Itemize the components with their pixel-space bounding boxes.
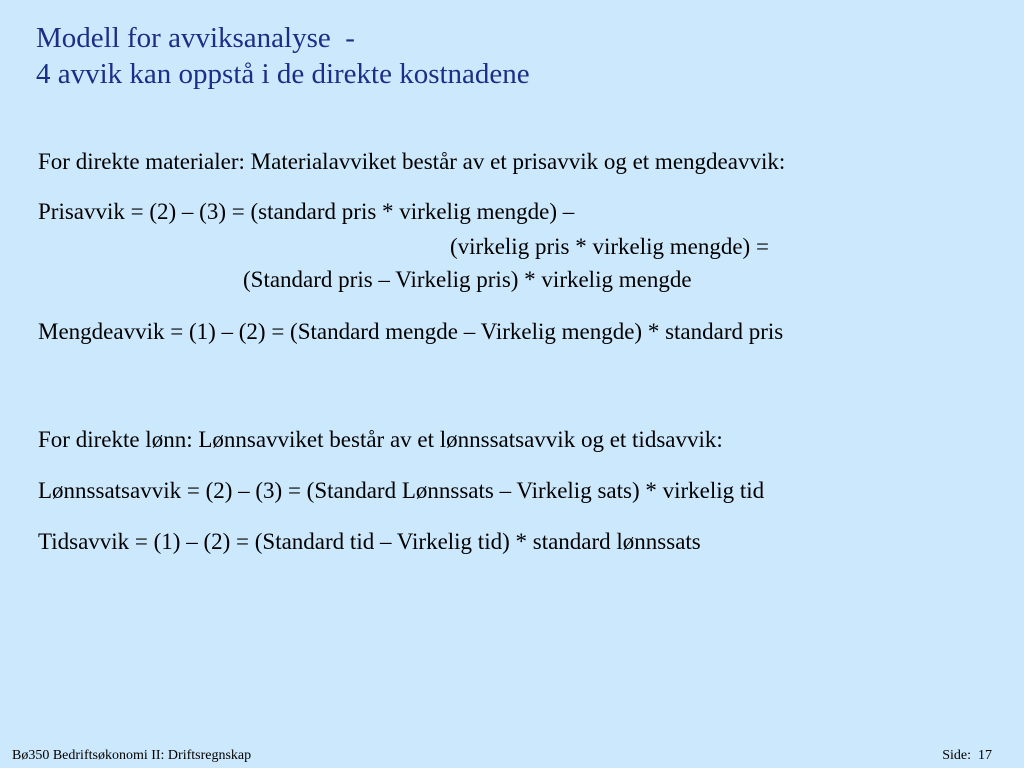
- slide-title-line-1: Modell for avviksanalyse -: [36, 22, 355, 54]
- time-variance: Tidsavvik = (1) – (2) = (Standard tid – Virkelig tid) * standard lønnssats: [38, 529, 701, 554]
- footer-page-label: Side:: [942, 748, 971, 763]
- price-variance-line-3: (Standard pris – Virkelig pris) * virkelig mengde: [243, 267, 692, 292]
- footer-page-number: [942, 748, 992, 764]
- labor-heading: For direkte lønn: Lønnsavviket består av et lønnssatsavvik og et tidsavvik:: [38, 427, 723, 452]
- slide-title-line-2: 4 avvik kan oppstå i de direkte kostnadene: [36, 58, 530, 90]
- materials-heading: For direkte materialer: Materialavviket består av et prisavvik og et mengdeavvik:: [38, 149, 786, 174]
- rate-variance: Lønnssatsavvik = (2) – (3) = (Standard Lønnssats – Virkelig sats) * virkelig tid: [38, 478, 765, 503]
- quantity-variance: Mengdeavvik = (1) – (2) = (Standard mengde – Virkelig mengde) * standard pris: [38, 319, 784, 344]
- slide-title: [36, 20, 986, 92]
- price-variance-line-2: (virkelig pris * virkelig mengde) =: [450, 234, 769, 259]
- footer-page-value: 17: [978, 748, 992, 763]
- price-variance-line-1: Prisavvik = (2) – (3) = (standard pris * virkelig mengde) –: [38, 199, 575, 224]
- footer-course: Bø350 Bedriftsøkonomi II: Driftsregnskap: [12, 748, 252, 763]
